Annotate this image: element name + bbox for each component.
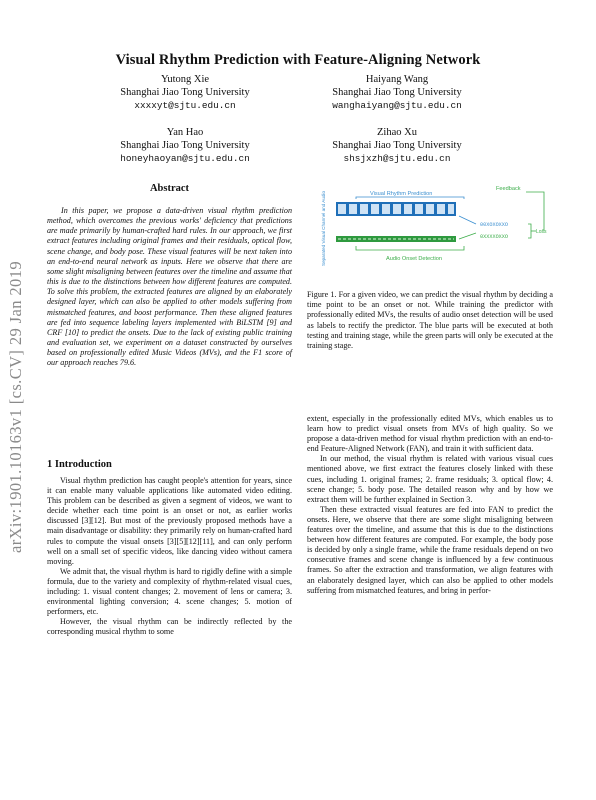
author-email: honeyhaoyan@sjtu.edu.cn (120, 153, 250, 164)
figure-side-label: Separated Visual Channel and Audio (321, 190, 326, 266)
figure-label-feedback: Feedback (496, 186, 521, 192)
author-name: Zihao Xu (377, 127, 417, 138)
audio-waveform (336, 236, 456, 242)
author-affiliation: Shanghai Jiao Tong University (332, 140, 462, 151)
paragraph: In our method, the visual rhythm is related with various visual cues mentioned above, we first extract the features closely linked with these cues, including 1. original frames; 2. frame residuals; 3. optical flow; 4. scene change; 5. body pose. The detailed reason why and by how we extract them will be further explained in Section 3. (307, 454, 553, 504)
author-affiliation: Shanghai Jiao Tong University (332, 87, 462, 98)
abstract-heading: Abstract (149, 183, 190, 194)
paragraph: However, the visual rhythm can be indirectly reflected by the corresponding musical rhythm to some (47, 617, 292, 637)
paper-title: Visual Rhythm Prediction with Feature-Aligning Network (115, 52, 481, 68)
top-bracket (356, 197, 464, 199)
author-block (90, 73, 280, 112)
figure-label-bottom: Audio Onset Detection (386, 256, 442, 262)
predicted-sequence: 00XOXOXXO (480, 222, 509, 228)
arxiv-watermark (2, 222, 30, 592)
author-email: xxxxyt@sjtu.edu.cn (134, 100, 236, 111)
author-email: shsjxzh@sjtu.edu.cn (343, 153, 451, 164)
author-affiliation: Shanghai Jiao Tong University (120, 87, 250, 98)
arxiv-id: arXiv:1901.10163v1 [cs.CV] 29 Jan 2019 (6, 260, 25, 554)
author-name: Yutong Xie (160, 74, 210, 85)
paragraph: Visual rhythm prediction has caught people's attention for years, since it can enable many valuable applications like automated video editing. This problem can be described as given a segment of videos, we want to decide whether each time point is an onset or not, as earlier works discussed [3][12]. But most of the previously proposed methods have a main disadvantage or disability: they primarily rely on human-crafted hard rules to compute the visual onsets [3][5][12][11], and can only perform well on a small set of specific videos, like dancing video without camera moving. (47, 476, 292, 566)
paragraph: extent, especially in the professionally edited MVs, which enables us to learn how to predict visual onsets from MVs of high quality. So we propose a data-driven method for visual rhythm prediction with an end-to-end Feature-Aligned Network (FAN), and train it with sufficient data. (307, 414, 553, 454)
detect-arrow (459, 233, 476, 239)
left-column (47, 476, 292, 638)
predict-arrow (459, 216, 476, 224)
bottom-bracket (356, 246, 464, 250)
author-email: wanghaiyang@sjtu.edu.cn (332, 100, 462, 111)
figure-label-top: Visual Rhythm Prediction (370, 191, 433, 197)
paragraph: We admit that, the visual rhythm is hard to rigidly define with a simple formula, due to the variety and complexity of rhythm-related visual cues, including: 1. visual content changes; 2. movement of lens or camera; 3. environmental lighting conversion; 4. scene changes; 5. motion of performers, etc. (47, 566, 292, 617)
figure-diagram (314, 186, 550, 278)
author-name: Yan Hao (166, 127, 204, 138)
intro-heading: 1 Introduction (47, 459, 112, 470)
paragraph: Then these extracted visual features are fed into FAN to predict the onsets. Here, we observe that there are some slight misaligning between features over the timeline, and assume that this is due to the distinctions between how different features are computed. For example, the body pose is decided by only a single frame, while the frame residuals depend on two consecutive frames and scene change is influenced by a few continuous frames. So after the extraction and transformation, we align features with an elaborately designed layer, which can also be applied to other models suffering from mismatched features, and bring in perfor- (307, 504, 553, 595)
right-column (307, 414, 553, 596)
figure-label-loss: Loss (536, 229, 547, 235)
author-block (90, 126, 280, 165)
abstract-text: In this paper, we propose a data-driven visual rhythm prediction method, which overcomes the previous works' deficiency that predictions are made primarily by human-crafted hard rules. In our approach, we first extract features including original frames and their residuals, optical flow, scene change, and body pose. These visual features will be next taken into an end-to-end neural network as inputs. Here we observe that there are some slight misaligning between features over the timeline and assume that this is due to the distinctions between how different features are computed. To solve this problem, the extracted features are aligned by an elaborately designed layer, which can also be applied to other models suffering from mismatched features, and boost performance. Then these aligned features are fed into sequence labeling layers implemented with BiLSTM [9] and CRF [10] to predict the onsets. Due to the lack of existing public training and evaluation set, we experiment on a dataset constructed by ourselves based on professionally edited Music Videos (MVs), and the F1 score of our approach reaches 79.6. (47, 206, 292, 368)
author-block (297, 126, 497, 165)
author-affiliation: Shanghai Jiao Tong University (120, 140, 250, 151)
loss-bracket (528, 224, 531, 238)
audio-onset-sequence: 0XXXXOXXO (480, 234, 509, 240)
author-block (297, 73, 497, 112)
figure-caption: Figure 1. For a given video, we can predict the visual rhythm by deciding a time point to be an onset or not. While training the predictor with professionally edited MVs, the results of audio onset detection will be used as labels to rectify the predictor. The blue parts will be executed at both testing and training stage, while the green parts will only be executed at the training stage. (307, 290, 553, 351)
author-name: Haiyang Wang (365, 74, 429, 85)
video-frames-strip (336, 202, 456, 216)
